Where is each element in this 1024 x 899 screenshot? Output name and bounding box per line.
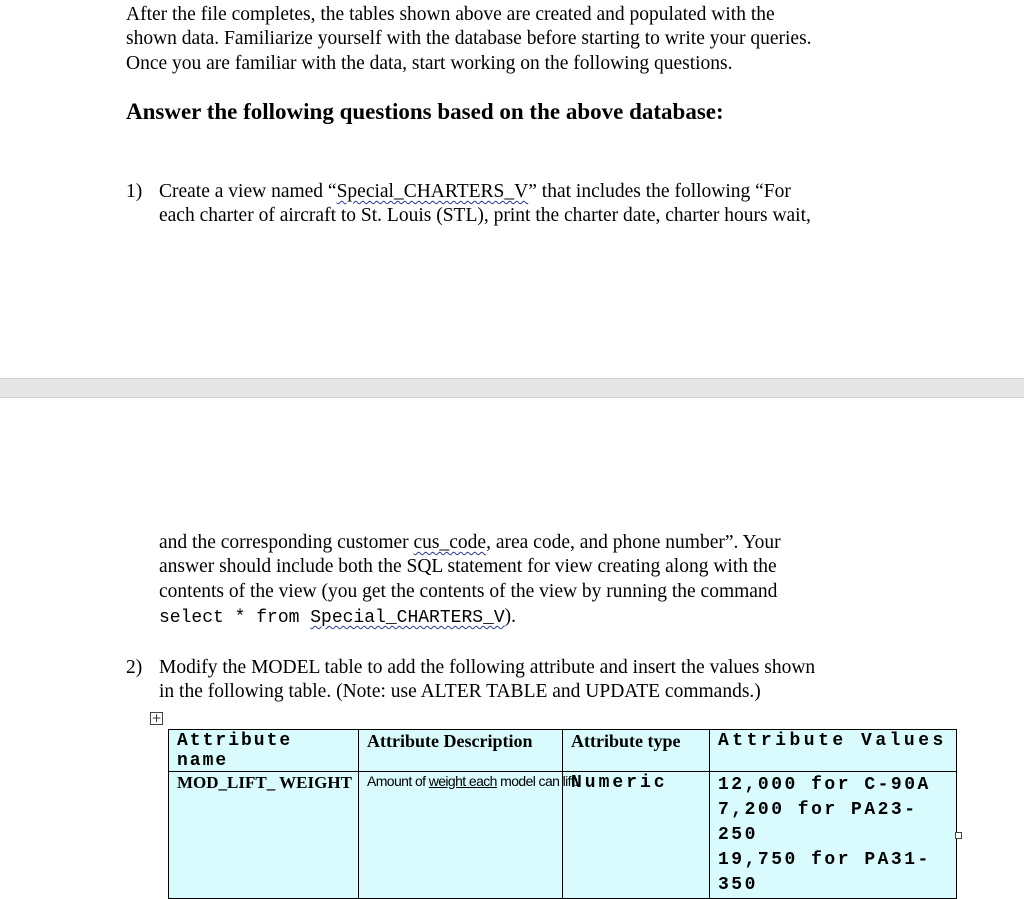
q1-line-2: each charter of aircraft to St. Louis (STL), print the charter date, charter hours wait, (159, 205, 811, 226)
q1-command-post: ). (504, 606, 517, 627)
table-move-handle-icon[interactable]: + (151, 711, 162, 725)
desc-post: model can lift: (496, 773, 578, 789)
attribute-type-value: Numeric (571, 773, 668, 793)
table-resize-handle-icon[interactable] (955, 832, 962, 839)
intro-line-3: Once you are familiar with the data, start working on the following questions. (126, 53, 733, 74)
attribute-table (168, 729, 957, 899)
q1-command-pre: select * from (159, 608, 311, 628)
table-row (169, 772, 957, 899)
q1-cont-line-1-pre: and the corresponding customer (159, 532, 414, 553)
q2-line-1: Modify the MODEL table to add the following attribute and insert the values shown (159, 657, 816, 678)
cell-attribute-description (359, 772, 578, 899)
header-attribute-name-text: Attribute name (177, 731, 293, 771)
q1-line-1-post: ” that includes the following “For (528, 181, 791, 202)
q1-command-view: Special_CHARTERS_V (310, 608, 505, 628)
q2-line-2: in the following table. (Note: use ALTER TABLE and UPDATE commands.) (159, 681, 761, 702)
header-attribute-name (169, 730, 359, 772)
header-attribute-description (359, 730, 563, 772)
q1-cont-line-1-post: , area code, and phone number”. Your (486, 532, 781, 553)
header-attribute-type-text: Attribute type (571, 731, 681, 751)
section-heading: Answer the following questions based on the above database: (126, 99, 724, 124)
q1-line-1 (159, 180, 791, 205)
q1-cont-line-3: contents of the view (you get the contents of the view by running the command (159, 581, 778, 602)
q1-line-1-pre: Create a view named “ (159, 181, 337, 202)
header-attribute-values (710, 730, 957, 772)
header-attribute-values-text: Attribute Values (718, 731, 947, 751)
attribute-value-1: 12,000 for C-90A (718, 775, 931, 795)
q1-cont-line-2: answer should include both the SQL statement for view creating along with the (159, 556, 777, 577)
attribute-name-value: MOD_LIFT_ WEIGHT (177, 773, 352, 792)
q1-view-name: Special_CHARTERS_V (336, 181, 529, 202)
desc-pre: Amount of (367, 773, 429, 789)
header-attribute-type (563, 730, 710, 772)
header-attribute-description-text: Attribute Description (367, 731, 533, 751)
desc-underlined: weight each (428, 773, 497, 789)
page-break-gap (0, 378, 1024, 398)
q1-number: 1) (126, 181, 143, 202)
q1-cont-line-1 (159, 531, 781, 556)
intro-line-1: After the file completes, the tables shown above are created and populated with the (126, 4, 775, 25)
attribute-value-3: 19,750 for PA31-350 (718, 850, 931, 895)
q1-cus-code: cus_code (413, 532, 487, 553)
intro-line-2: shown data. Familiarize yourself with the database before starting to write your queries. (126, 28, 812, 49)
attribute-description-value (367, 773, 578, 789)
cell-attribute-name (169, 772, 359, 899)
cell-attribute-type (563, 772, 710, 899)
table-header-row (169, 730, 957, 772)
attribute-value-2: 7,200 for PA23-250 (718, 800, 918, 845)
cell-attribute-values (710, 772, 957, 899)
q2-number: 2) (126, 657, 143, 678)
q1-command-line (159, 605, 516, 631)
